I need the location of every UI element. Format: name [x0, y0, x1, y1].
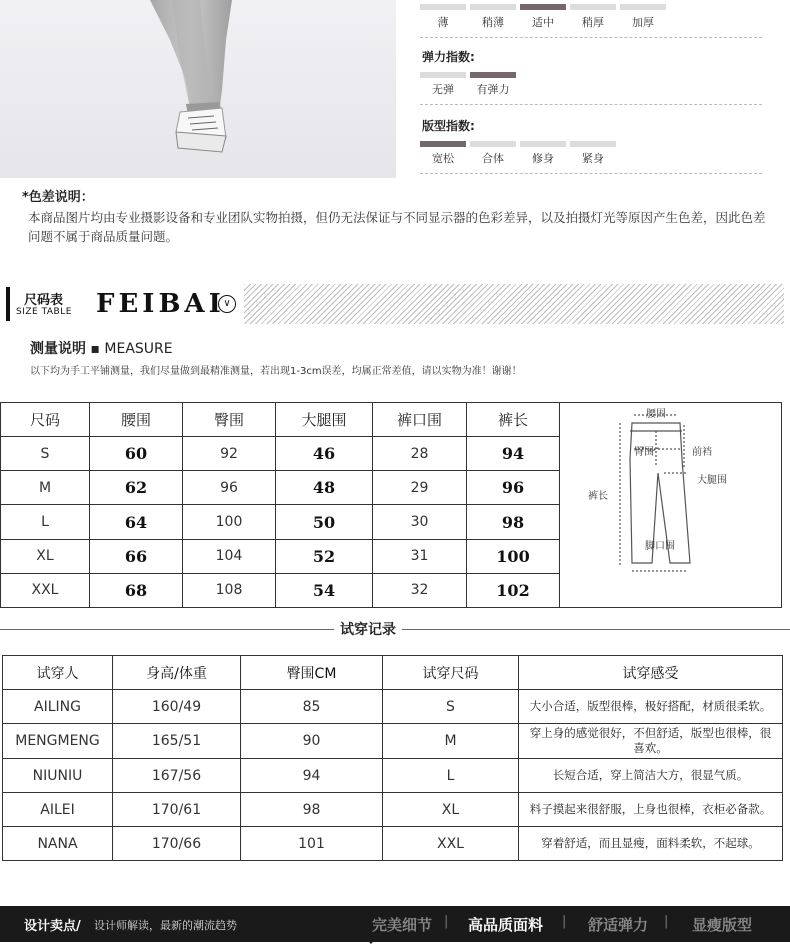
measure-label-en: MEASURE [104, 341, 173, 357]
length-cell: 100 [467, 539, 560, 573]
size-table-header-row [1, 403, 782, 437]
fit-col-header: 身高/体重 [113, 656, 241, 690]
fit-size: XXL [383, 827, 519, 861]
thickness-bar [620, 4, 666, 10]
fit-bar-selected [420, 141, 466, 147]
waist-cell: 60 [90, 437, 183, 471]
elasticity-title: 弹力指数: [422, 50, 475, 64]
size-cell: L [1, 505, 90, 539]
size-table-header [0, 283, 790, 325]
size-col-header: 腰围 [90, 403, 183, 437]
color-note-title: *色差说明： [22, 190, 94, 205]
attr-divider [420, 173, 762, 174]
fit-col-header: 试穿尺码 [383, 656, 519, 690]
fitting-row [3, 793, 783, 827]
measure-note: 以下均为手工平铺测量，我们尽量做到最精准测量，若出现1-3cm误差，均属正常差值，请以实物为准！谢谢！ [30, 366, 522, 377]
attr-divider [420, 37, 762, 38]
height-weight: 170/66 [113, 827, 241, 861]
nav-perfect-details[interactable]: 完美细节 [372, 916, 433, 934]
fitter-name: NIUNIU [3, 759, 113, 793]
waist-cell: 64 [90, 505, 183, 539]
thickness-label: 适中 [532, 16, 554, 29]
size-cell: XL [1, 539, 90, 573]
fit-label: 合体 [482, 152, 504, 165]
measure-title [30, 338, 173, 358]
pants-measure-diagram [560, 403, 779, 607]
size-col-header: 裤口围 [373, 403, 467, 437]
design-points-subtitle: 设计师解读，最新的潮流趋势 [94, 919, 237, 932]
hip-cell: 104 [183, 539, 276, 573]
size-cell: S [1, 437, 90, 471]
size-cell: XXL [1, 573, 90, 607]
length-cell: 102 [467, 573, 560, 607]
product-attributes [420, 0, 790, 178]
waist-cell: 68 [90, 573, 183, 607]
length-cell: 98 [467, 505, 560, 539]
hip-cell: 92 [183, 437, 276, 471]
pants-diagram-cell [560, 403, 782, 608]
thickness-label: 加厚 [632, 16, 654, 29]
hip-cell: 108 [183, 573, 276, 607]
fit-size: L [383, 759, 519, 793]
fitting-row [3, 759, 783, 793]
fit-bar [570, 141, 616, 147]
fit-title: 版型指数: [422, 119, 475, 133]
fit-label: 紧身 [582, 152, 604, 165]
hem-cell: 31 [373, 539, 467, 573]
fit-col-header: 臀围CM [241, 656, 383, 690]
fit-col-header: 试穿人 [3, 656, 113, 690]
nav-quality-fabric[interactable]: 高品质面料 [468, 916, 544, 934]
thigh-cell: 52 [276, 539, 373, 573]
hem-cell: 30 [373, 505, 467, 539]
thickness-label: 稍薄 [482, 16, 504, 29]
fitter-name: NANA [3, 827, 113, 861]
decorative-hatch [244, 284, 784, 324]
chevron-down-icon: ∨ [218, 295, 236, 313]
fit-size: M [383, 724, 519, 759]
hem-cell: 28 [373, 437, 467, 471]
fit-bars [420, 141, 616, 147]
fitting-record-title: 试穿记录 [334, 619, 402, 639]
fit-feedback: 大小合适，版型很棒，极好搭配，材质很柔软。 [519, 690, 783, 724]
height-weight: 167/56 [113, 759, 241, 793]
hip-cm: 90 [241, 724, 383, 759]
nav-slim-fit[interactable]: 显瘦版型 [692, 916, 753, 934]
thickness-bar [420, 4, 466, 10]
fit-bar [470, 141, 516, 147]
thigh-cell: 54 [276, 573, 373, 607]
fit-size: S [383, 690, 519, 724]
design-points-title: 设计卖点/ [24, 919, 81, 934]
hip-cm: 94 [241, 759, 383, 793]
hem-cell: 32 [373, 573, 467, 607]
diagram-label-length: 裤长 [588, 491, 608, 502]
pants-model-image [0, 0, 396, 178]
length-cell: 96 [467, 471, 560, 505]
waist-cell: 66 [90, 539, 183, 573]
elasticity-bar-selected [470, 72, 516, 78]
diagram-label-rise: 前裆 [692, 447, 712, 458]
fit-feedback: 长短合适，穿上简洁大方，很显气质。 [519, 759, 783, 793]
hip-cm: 98 [241, 793, 383, 827]
nav-separator: | [444, 914, 449, 929]
color-note-body: 本商品图片均由专业摄影设备和专业团队实物拍摄，但仍无法保证与不同显示器的色彩差异，以及拍摄灯光等原因产生色差，因此色差问题不属于商品质量问题。 [28, 210, 766, 244]
height-weight: 160/49 [113, 690, 241, 724]
height-weight: 165/51 [113, 724, 241, 759]
caret-down-icon [364, 936, 378, 944]
header-accent-bar [6, 287, 10, 321]
diagram-label-waist: 腰围 [646, 409, 666, 420]
thickness-labels [420, 14, 666, 30]
height-weight: 170/61 [113, 793, 241, 827]
fitting-row [3, 690, 783, 724]
thigh-cell: 48 [276, 471, 373, 505]
size-table-title: 尺码表 [24, 293, 64, 308]
hip-cm: 101 [241, 827, 383, 861]
elasticity-bars [420, 72, 516, 78]
fit-col-header: 试穿感受 [519, 656, 783, 690]
fitting-row [3, 724, 783, 759]
fit-label: 修身 [532, 152, 554, 165]
elasticity-label: 有弹力 [476, 83, 510, 96]
brand-logo: FEIBAI [96, 289, 225, 319]
size-col-header: 臀围 [183, 403, 276, 437]
fitting-table [2, 655, 783, 861]
fitter-name: MENGMENG [3, 724, 113, 759]
size-table [0, 402, 782, 608]
fit-labels [420, 150, 616, 166]
size-col-header: 裤长 [467, 403, 560, 437]
attr-divider [420, 104, 762, 105]
hip-cm: 85 [241, 690, 383, 724]
fit-size: XL [383, 793, 519, 827]
thickness-bars [420, 4, 666, 10]
thickness-label: 稍厚 [582, 16, 604, 29]
hip-cell: 100 [183, 505, 276, 539]
nav-separator: | [562, 914, 567, 929]
size-col-header: 大腿围 [276, 403, 373, 437]
size-cell: M [1, 471, 90, 505]
thickness-label: 薄 [437, 16, 449, 29]
hem-cell: 29 [373, 471, 467, 505]
diagram-label-hem: 脚口围 [645, 541, 675, 552]
fitting-header-row [3, 656, 783, 690]
product-photo [0, 0, 396, 178]
design-points-bar [0, 906, 790, 942]
hip-cell: 96 [183, 471, 276, 505]
thigh-cell: 46 [276, 437, 373, 471]
thickness-bar [570, 4, 616, 10]
fit-feedback: 穿上身的感觉很好，不但舒适，版型也很棒，很喜欢。 [519, 724, 783, 759]
thigh-cell: 50 [276, 505, 373, 539]
fit-feedback: 穿着舒适，而且显瘦，面料柔软，不起球。 [519, 827, 783, 861]
fitter-name: AILEI [3, 793, 113, 827]
size-table-subtitle: SIZE TABLE [16, 307, 72, 317]
size-col-header: 尺码 [1, 403, 90, 437]
measure-label-cn: 测量说明 [30, 341, 86, 357]
thickness-bar [470, 4, 516, 10]
elasticity-bar [420, 72, 466, 78]
fit-label: 宽松 [432, 152, 454, 165]
nav-separator: | [664, 914, 669, 929]
diagram-label-thigh: 大腿围 [697, 475, 727, 486]
length-cell: 94 [467, 437, 560, 471]
elasticity-labels [420, 81, 516, 97]
fit-bar [520, 141, 566, 147]
fitter-name: AILING [3, 690, 113, 724]
elasticity-label: 无弹 [432, 83, 454, 96]
nav-comfort-stretch[interactable]: 舒适弹力 [588, 916, 649, 934]
diagram-label-hip: 臀围 [634, 447, 654, 458]
fit-feedback: 料子摸起来很舒服，上身也很棒，衣柜必备款。 [519, 793, 783, 827]
bullet: ▪ [90, 341, 105, 357]
fitting-row [3, 827, 783, 861]
thickness-bar-selected [520, 4, 566, 10]
waist-cell: 62 [90, 471, 183, 505]
